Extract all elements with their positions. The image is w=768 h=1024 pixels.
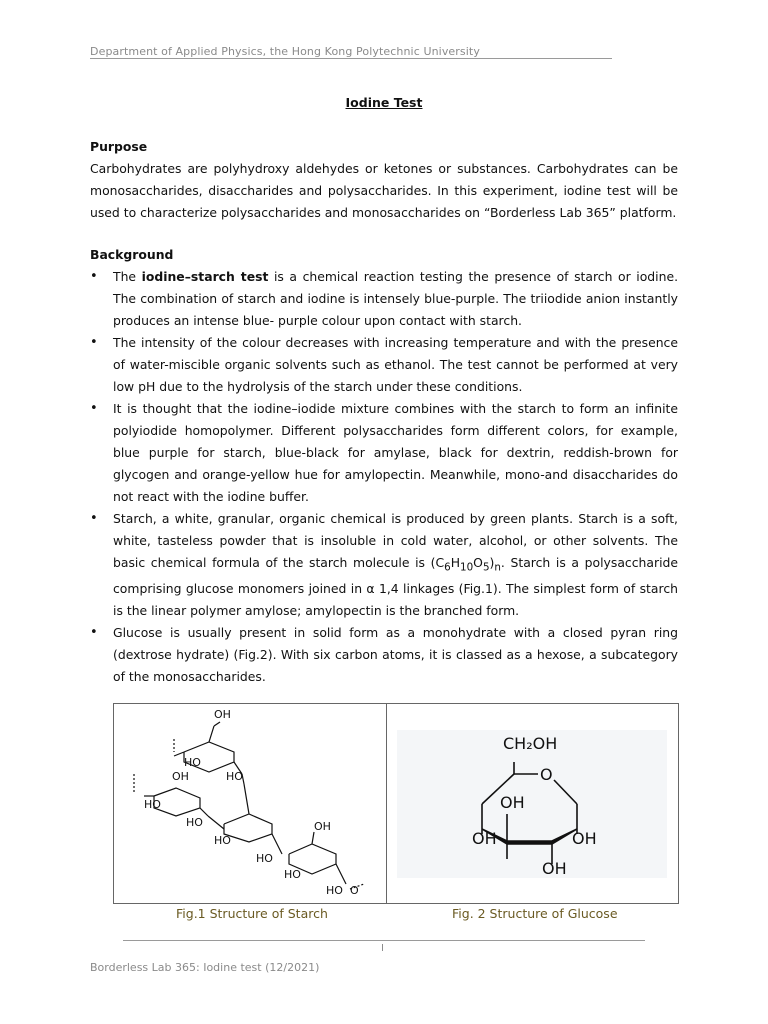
page-number: I	[381, 943, 384, 954]
bullet1-post: is a chemical reaction testing the presence of starch or iodine. The combination of starch and iodine is intensely blue-purple. The triiodide anion instantly produces an intense blue- purple colour upon contact with starch.	[113, 269, 679, 328]
figure-2-caption: Fig. 2 Structure of Glucose	[452, 906, 618, 921]
label: OH	[572, 829, 597, 848]
label: HO	[284, 868, 301, 881]
label: HO	[226, 770, 243, 783]
background-heading: Background	[90, 247, 174, 262]
label: HO	[256, 852, 273, 865]
label: HO	[326, 884, 343, 897]
background-heading-wrap	[90, 244, 678, 266]
glucose-figure	[386, 703, 679, 904]
footer-divider	[123, 940, 645, 941]
starch-structure-diagram	[114, 704, 390, 905]
label: OH	[214, 708, 231, 721]
label: OH	[472, 829, 497, 848]
formula-sub: 6	[444, 561, 451, 574]
list-item: • Glucose is usually present in solid form as a monohydrate with a closed pyran ring (dextrose hydrate) (Fig.2). With six carbon atoms, it is classed as a hexose, a subcategory of the monosaccharides.	[90, 622, 678, 688]
label: O	[540, 765, 553, 784]
list-item: • It is thought that the iodine–iodide mixture combines with the starch to form an infinite polyiodide homopolymer. Different polysaccharides form different colors, for example, blue purple for starch, blue-black for amylase, black for dextrin, reddish-brown for glycogen and orange-yellow hue for amylopectin. Meanwhile, mono-and disaccharides do not react with the iodine buffer.	[90, 398, 678, 508]
formula-part: )	[489, 555, 495, 570]
label: HO	[184, 756, 201, 769]
purpose-heading: Purpose	[90, 139, 148, 154]
label: CH₂OH	[503, 734, 558, 753]
bullet1-pre: The	[113, 269, 142, 284]
label: O	[350, 884, 359, 897]
figure-1-caption: Fig.1 Structure of Starch	[176, 906, 328, 921]
formula-sub: 5	[482, 561, 490, 574]
label: OH	[542, 859, 567, 878]
glucose-structure-diagram	[387, 704, 680, 905]
formula-sub: n	[494, 561, 501, 574]
list-item: • The intensity of the colour decreases with increasing temperature and with the presence of water-miscible organic solvents such as ethanol. The test cannot be performed at very low pH due to the hydrolysis of the starch under these conditions.	[90, 332, 678, 398]
formula-sub: 10	[460, 561, 474, 574]
label: OH	[172, 770, 189, 783]
formula-part: O	[473, 555, 483, 570]
label: OH	[314, 820, 331, 833]
bullet4-post: . Starch is a polysaccharide comprising glucose monomers joined in α 1,4 linkages (Fig.1). The simplest form of starch is the linear polymer amylose; amylopectin is the branched form.	[113, 555, 679, 619]
page-footer: Borderless Lab 365: Iodine test (12/2021)	[90, 961, 320, 974]
label: HO	[144, 798, 161, 811]
label: HO	[214, 834, 231, 847]
label: HO	[186, 816, 203, 829]
page-title: Iodine Test	[345, 95, 423, 110]
header-divider	[90, 58, 612, 59]
label: OH	[500, 793, 525, 812]
starch-figure	[113, 703, 389, 904]
formula-part: H	[450, 555, 461, 570]
background-list	[90, 266, 678, 688]
list-item	[90, 508, 678, 622]
list-item	[90, 266, 678, 332]
purpose-text: Carbohydrates are polyhydroxy aldehydes or ketones or substances. Carbohydrates can be monosaccharides, disaccharides and polysaccharides. In this experiment, iodine test will be used to characterize polysaccharides and monosaccharides on “Borderless Lab 365” platform.	[90, 161, 678, 220]
purpose-section	[90, 136, 678, 224]
page-header: Department of Applied Physics, the Hong Kong Polytechnic University	[90, 45, 480, 58]
bullet1-bold: iodine–starch test	[141, 269, 269, 284]
bullet4-pre: Starch, a white, granular, organic chemical is produced by green plants. Starch is a soft, white, tasteless powder that is insoluble in cold water, alcohol, or other solvents. The basic chemical formula of the starch molecule is (C	[113, 511, 678, 570]
